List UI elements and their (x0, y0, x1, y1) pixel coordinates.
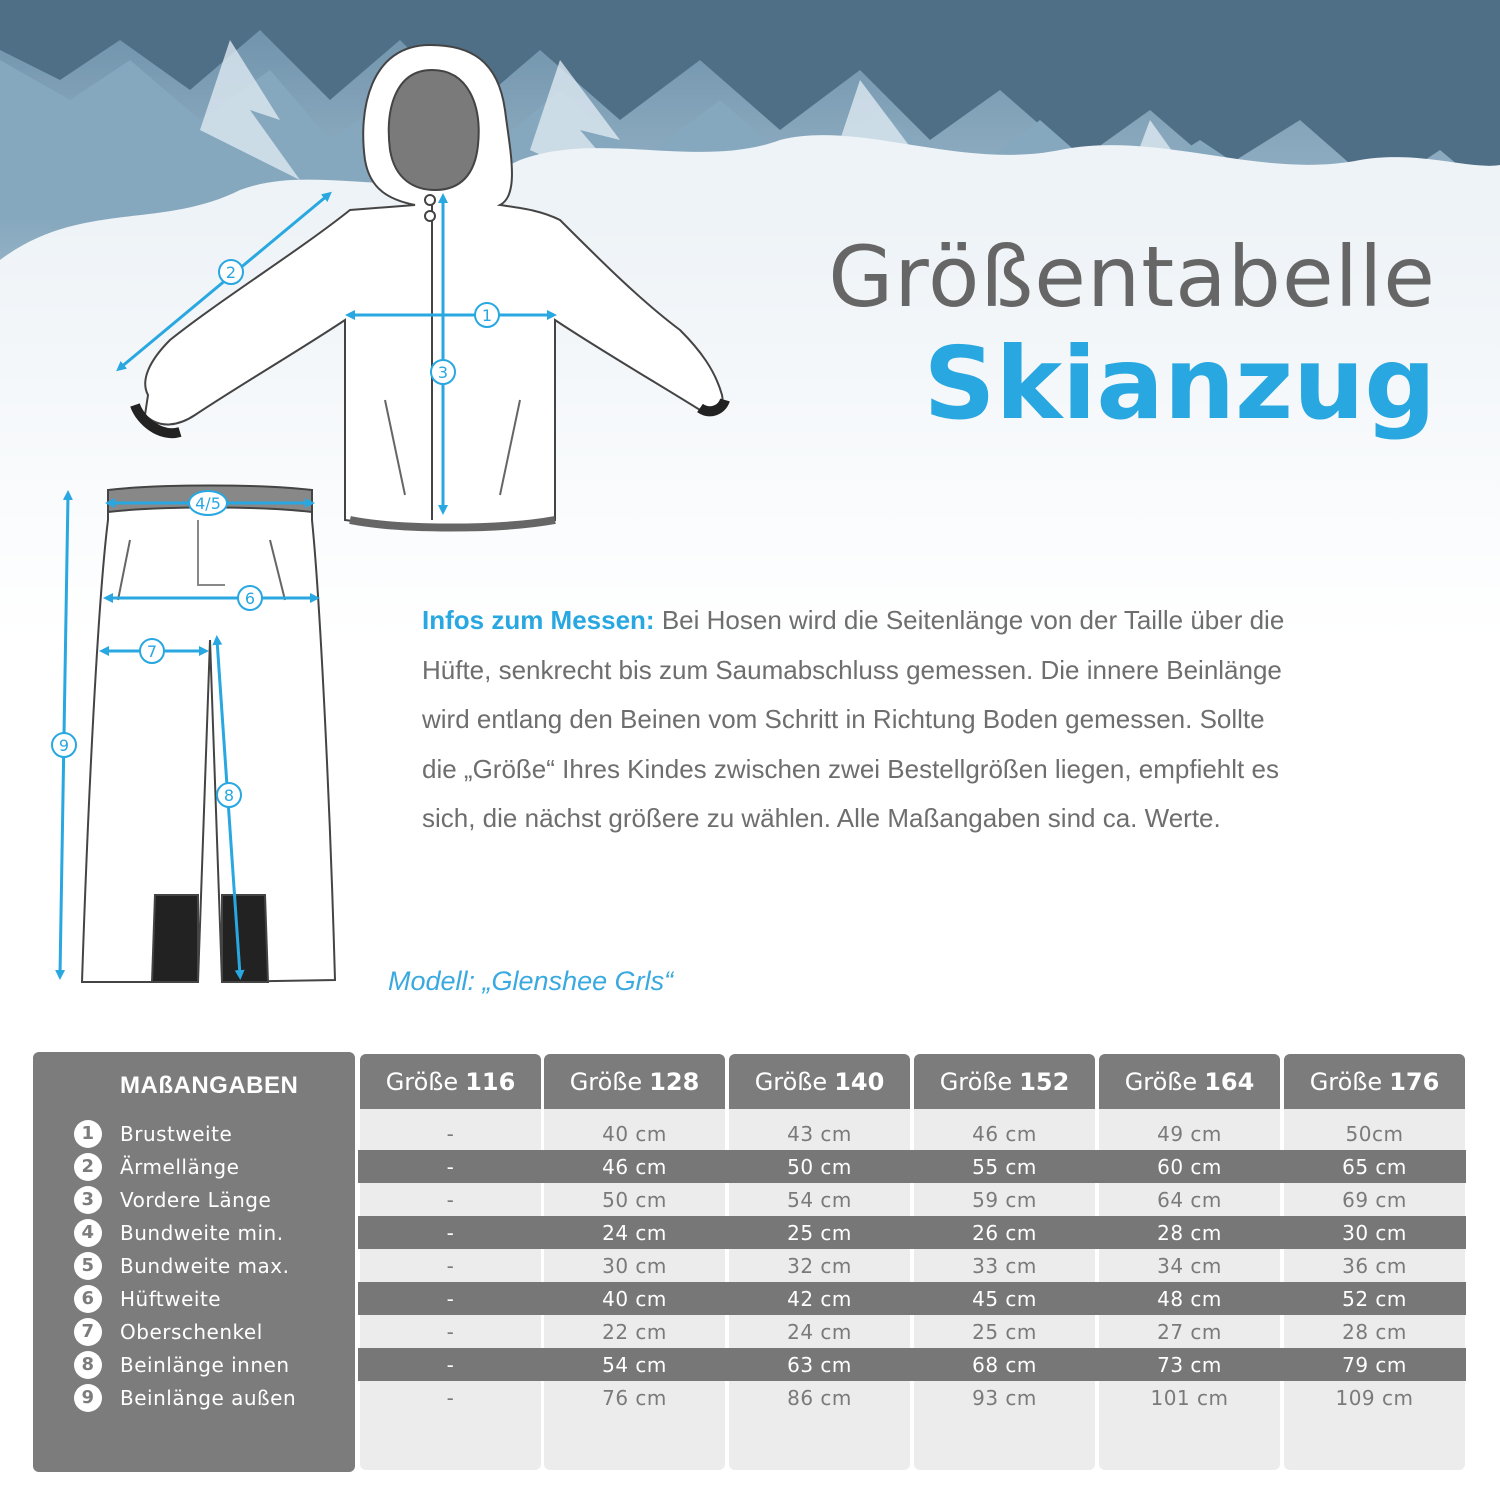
table-cell: 76 cm (602, 1385, 667, 1410)
row-number-badge: 6 (74, 1285, 102, 1313)
row-label-text: Bundweite max. (120, 1253, 290, 1278)
table-cell: 55 cm (972, 1154, 1037, 1179)
table-cell: 27 cm (1157, 1319, 1222, 1344)
table-cell: 25 cm (787, 1220, 852, 1245)
table-cell: 43 cm (787, 1121, 852, 1146)
row-label-text: Hüftweite (120, 1286, 222, 1311)
row-label-text: Oberschenkel (120, 1319, 263, 1344)
diagram-marker-label: 9 (58, 736, 70, 755)
size-column-header (729, 1054, 910, 1109)
row-number-badge: 5 (74, 1252, 102, 1280)
diagram-marker-label: 3 (437, 363, 449, 382)
measure-row-label (74, 1381, 296, 1414)
measure-row-label (74, 1150, 239, 1183)
row-label-text: Ärmellänge (120, 1154, 240, 1179)
info-label: Infos zum Messen: (422, 605, 655, 635)
measure-info (422, 596, 1292, 844)
table-cell: - (446, 1121, 455, 1146)
table-cell: 24 cm (602, 1220, 667, 1245)
row-number-badge: 3 (74, 1186, 102, 1214)
table-cell: - (446, 1385, 455, 1410)
measure-row-label (74, 1216, 284, 1249)
row-label-text: Brustweite (120, 1121, 233, 1146)
size-prefix: Größe (1309, 1067, 1383, 1096)
table-cell: 86 cm (787, 1385, 852, 1410)
table-cell: 69 cm (1342, 1187, 1407, 1212)
diagram-marker-label: 8 (223, 786, 235, 805)
size-column-header (1284, 1054, 1465, 1109)
table-cell: 101 cm (1150, 1385, 1229, 1410)
size-prefix: Größe (939, 1067, 1013, 1096)
table-cell: - (446, 1286, 455, 1311)
title-line2: Skianzug (923, 325, 1436, 442)
table-cell: 79 cm (1342, 1352, 1407, 1377)
row-number-badge: 4 (74, 1219, 102, 1247)
table-cell: 49 cm (1157, 1121, 1222, 1146)
measure-row-label (74, 1348, 290, 1381)
size-column-header (914, 1054, 1095, 1109)
size-column-header (360, 1054, 541, 1109)
row-number-badge: 8 (74, 1351, 102, 1379)
table-cell: 28 cm (1157, 1220, 1222, 1245)
row-number-badge: 2 (74, 1153, 102, 1181)
diagram-marker-label: 2 (225, 263, 237, 282)
table-cell: 33 cm (972, 1253, 1037, 1278)
table-cell: 54 cm (602, 1352, 667, 1377)
info-text: Bei Hosen wird die Seitenlänge von der Taille über die Hüfte, senkrecht bis zum Saumabschluss gemessen. Die innere Beinlänge wird entlang den Beinen vom Schritt in Richtung Boden gemessen. Sollte die „Größe“ Ihres Kindes zwischen zwei Bestellgrößen liegen, empfiehlt es sich, die nächst größere zu wählen. Alle Maßangaben sind ca. Werte. (422, 605, 1285, 833)
table-cell: 30 cm (1342, 1220, 1407, 1245)
table-cell: 46 cm (972, 1121, 1037, 1146)
size-column-header (544, 1054, 725, 1109)
garment-diagram (0, 0, 760, 1000)
table-cell: 32 cm (787, 1253, 852, 1278)
size-prefix: Größe (385, 1067, 459, 1096)
model-name: Modell: „Glenshee Grls“ (388, 966, 674, 996)
pants-drawing (82, 486, 335, 983)
size-value: 152 (1019, 1067, 1070, 1096)
diagram-marker-label: 4/5 (195, 494, 221, 513)
table-cell: - (446, 1187, 455, 1212)
table-cell: - (446, 1220, 455, 1245)
row-label-text: Beinlänge außen (120, 1385, 297, 1410)
row-number-badge: 1 (74, 1120, 102, 1148)
size-value: 164 (1204, 1067, 1255, 1096)
size-value: 116 (465, 1067, 516, 1096)
table-cell: 25 cm (972, 1319, 1037, 1344)
table-cell: 40 cm (602, 1286, 667, 1311)
size-prefix: Größe (569, 1067, 643, 1096)
diagram-marker-label: 7 (146, 642, 158, 661)
table-cell: - (446, 1154, 455, 1179)
row-number-badge: 7 (74, 1318, 102, 1346)
table-cell: - (446, 1352, 455, 1377)
diagram-marker-label: 1 (481, 306, 493, 325)
table-cell: 50cm (1345, 1121, 1404, 1146)
row-number-badge: 9 (74, 1384, 102, 1412)
row-label-text: Vordere Länge (120, 1187, 272, 1212)
table-cell: - (446, 1319, 455, 1344)
table-cell: 22 cm (602, 1319, 667, 1344)
table-cell: 48 cm (1157, 1286, 1222, 1311)
table-cell: 46 cm (602, 1154, 667, 1179)
diagram-marker-label: 6 (244, 589, 256, 608)
table-cell: 24 cm (787, 1319, 852, 1344)
measure-row-label (74, 1249, 289, 1282)
table-cell: 109 cm (1335, 1385, 1414, 1410)
table-cell: 59 cm (972, 1187, 1037, 1212)
table-cell: 36 cm (1342, 1253, 1407, 1278)
table-cell: 68 cm (972, 1352, 1037, 1377)
table-cell: - (446, 1253, 455, 1278)
size-prefix: Größe (754, 1067, 828, 1096)
measure-row-label (74, 1183, 271, 1216)
table-cell: 28 cm (1342, 1319, 1407, 1344)
table-cell: 63 cm (787, 1352, 852, 1377)
row-label-text: Bundweite min. (120, 1220, 284, 1245)
size-prefix: Größe (1124, 1067, 1198, 1096)
size-value: 128 (649, 1067, 700, 1096)
table-cell: 73 cm (1157, 1352, 1222, 1377)
measure-row-label (74, 1282, 221, 1315)
table-cell: 50 cm (787, 1154, 852, 1179)
table-cell: 60 cm (1157, 1154, 1222, 1179)
table-cell: 42 cm (787, 1286, 852, 1311)
table-cell: 65 cm (1342, 1154, 1407, 1179)
title-line1: Größentabelle (828, 228, 1436, 326)
table-cell: 64 cm (1157, 1187, 1222, 1212)
table-header-title: MAßANGABEN (120, 1072, 299, 1099)
size-value: 140 (834, 1067, 885, 1096)
jacket-drawing (135, 45, 725, 528)
table-cell: 52 cm (1342, 1286, 1407, 1311)
table-cell: 40 cm (602, 1121, 667, 1146)
table-cell: 34 cm (1157, 1253, 1222, 1278)
table-cell: 30 cm (602, 1253, 667, 1278)
measure-row-label (74, 1315, 263, 1348)
measure-row-label (74, 1117, 232, 1150)
table-cell: 50 cm (602, 1187, 667, 1212)
table-cell: 54 cm (787, 1187, 852, 1212)
size-column-header (1099, 1054, 1280, 1109)
size-value: 176 (1389, 1067, 1440, 1096)
table-cell: 26 cm (972, 1220, 1037, 1245)
row-label-text: Beinlänge innen (120, 1352, 290, 1377)
table-cell: 45 cm (972, 1286, 1037, 1311)
table-cell: 93 cm (972, 1385, 1037, 1410)
